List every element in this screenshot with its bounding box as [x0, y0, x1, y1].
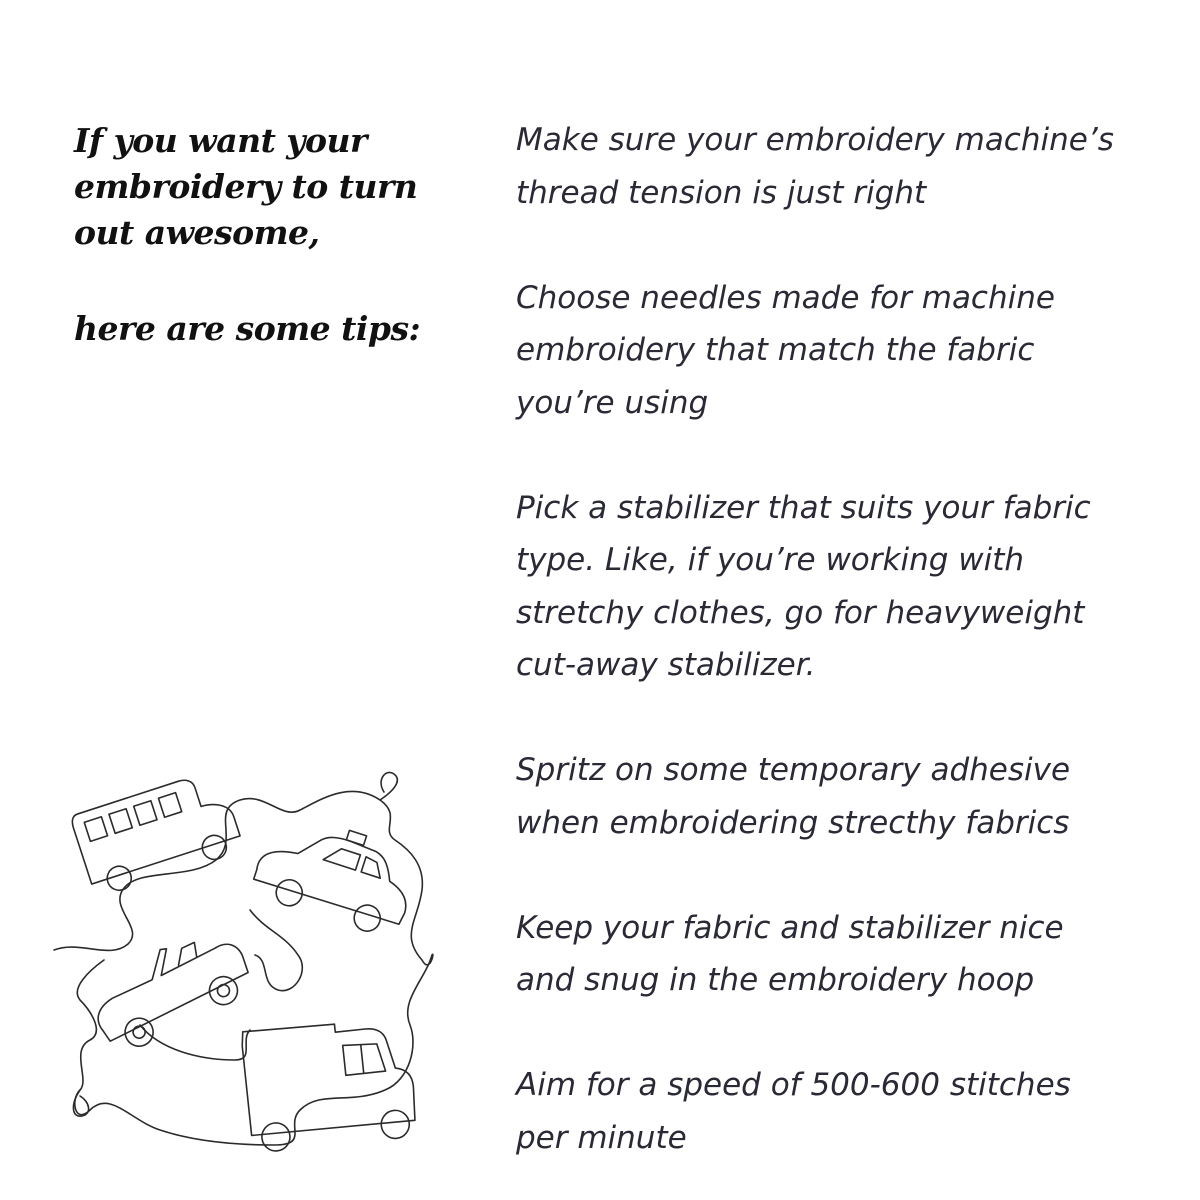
tip-line: stretchy clothes, go for heavyweight	[516, 594, 1085, 631]
tip-line: Pick a stabilizer that suits your fabric	[516, 489, 1091, 526]
tip-line: Aim for a speed of 500-600 stitches	[516, 1067, 1071, 1103]
headline-line: If you want your	[74, 121, 367, 160]
tip-line: and snug in the embroidery hoop	[516, 962, 1035, 998]
tip-item	[516, 482, 1156, 692]
headline-line: embroidery to turn	[74, 167, 418, 206]
headline-line: out awesome,	[74, 213, 320, 252]
tip-line: cut-away stabilizer.	[516, 647, 816, 683]
tip-line: type. Like, if you’re working with	[516, 542, 1025, 578]
stitch-path	[54, 791, 433, 1145]
headline	[74, 118, 454, 352]
vehicles-stitch-illustration	[50, 760, 450, 1160]
stitch-path	[250, 910, 302, 991]
tip-line: thread tension is just right	[516, 174, 927, 211]
convertible-car-icon	[81, 919, 259, 1059]
taxi-icon	[249, 807, 424, 941]
tip-item	[516, 272, 1156, 430]
tip-line: when embroidering strecthy fabrics	[516, 804, 1070, 841]
tip-line: Choose needles made for machine	[516, 279, 1055, 316]
stitch-path	[140, 1025, 250, 1060]
tip-line: embroidery that match the fabric	[516, 332, 1035, 368]
headline-subline: here are some tips:	[74, 309, 421, 348]
tip-line: you’re using	[516, 384, 709, 421]
tip-item	[516, 744, 1156, 849]
bus-icon	[70, 768, 245, 898]
stitch-loop	[380, 772, 397, 800]
delivery-truck-icon	[241, 1015, 419, 1154]
tip-line: Make sure your embroidery machine’s	[516, 122, 1114, 158]
tip-item	[516, 1059, 1156, 1164]
tip-line: Spritz on some temporary adhesive	[516, 752, 1071, 788]
tip-item	[516, 114, 1156, 219]
tips-list	[516, 114, 1156, 1164]
tip-line: per minute	[516, 1119, 687, 1156]
tip-item	[516, 902, 1156, 1007]
tip-line: Keep your fabric and stabilizer nice	[516, 909, 1064, 946]
